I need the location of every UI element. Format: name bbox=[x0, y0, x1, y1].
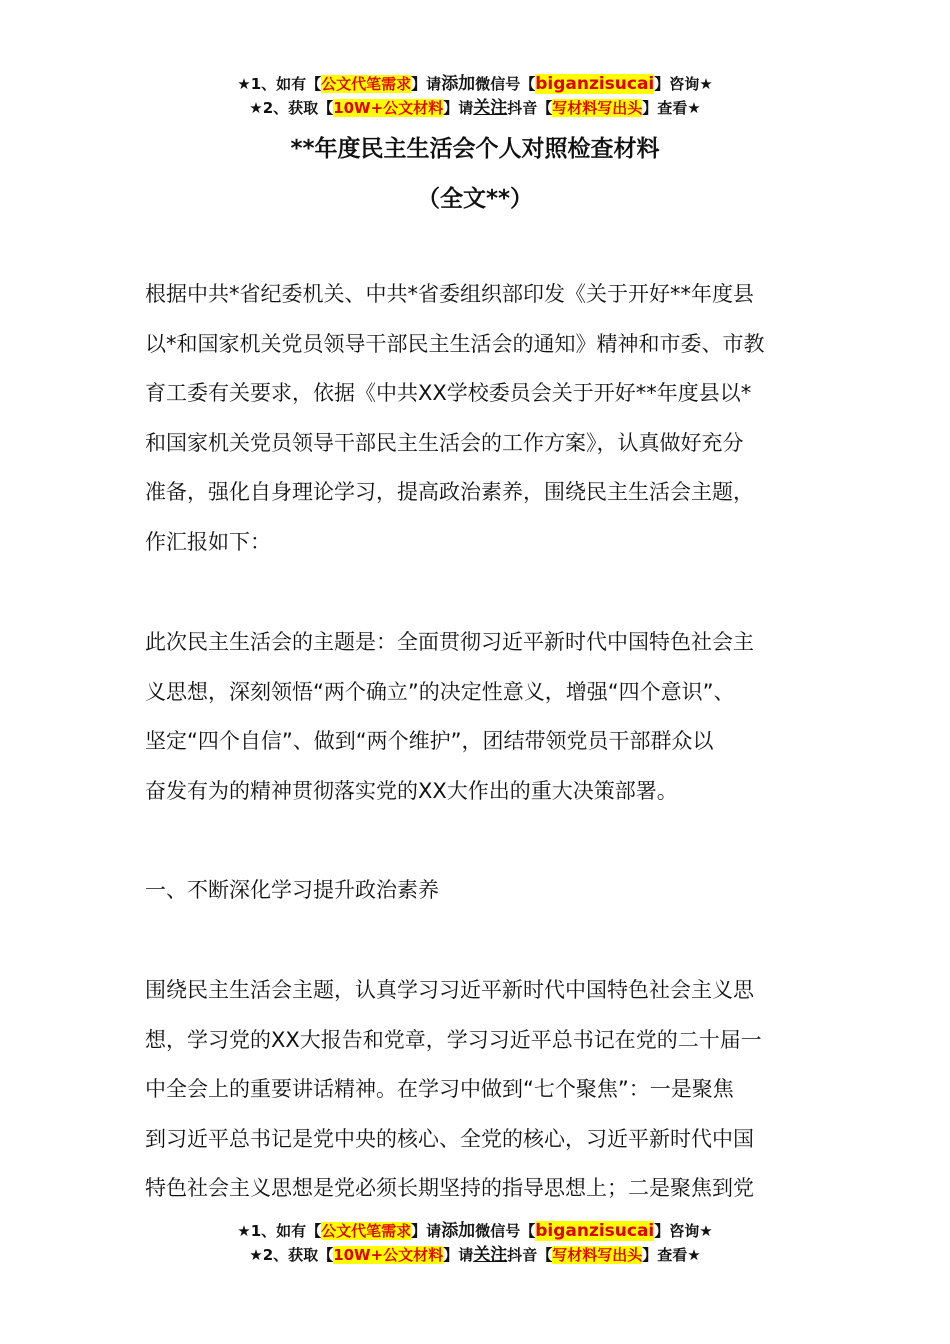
text-line: 特色社会主义思想是党必须长期坚持的指导思想上；二是聚焦到党 bbox=[145, 1176, 754, 1200]
promo-text: ★1、如有【 bbox=[237, 75, 322, 93]
text-line: 围绕民主生活会主题，认真学习习近平新时代中国特色社会主义思 bbox=[145, 978, 754, 1002]
promo-text: 抖音【 bbox=[507, 99, 553, 117]
text-line: 想，学习党的XX大报告和党章，学习习近平总书记在党的二十届一 bbox=[145, 1027, 762, 1052]
promo-text: 】请 bbox=[443, 1246, 474, 1264]
document-subtitle: （全文**） bbox=[416, 186, 534, 212]
promo-text: 】咨询★ bbox=[654, 75, 713, 93]
promo-text: 】查看★ bbox=[642, 99, 701, 117]
text-line: 和国家机关党员领导干部民主生活会的工作方案》，认真做好充分 bbox=[145, 430, 744, 455]
promo-line-1 bbox=[0, 1219, 950, 1243]
promo-text: ★2、获取【 bbox=[249, 1246, 334, 1264]
paragraph-theme bbox=[145, 618, 810, 816]
paragraph-intro bbox=[145, 270, 810, 567]
promo-text: ★1、如有【 bbox=[237, 1222, 322, 1240]
promo-text: 】请 bbox=[411, 1222, 442, 1240]
promo-emphasis: 关注 bbox=[473, 1245, 508, 1265]
promo-line-2 bbox=[0, 96, 950, 120]
douyin-name-highlight: 写材料写出头 bbox=[552, 1246, 643, 1264]
promo-banner-top bbox=[0, 72, 950, 120]
promo-highlight: 公文代笔需求 bbox=[321, 75, 412, 93]
text-line: 以*和国家机关党员领导干部民主生活会的通知》精神和市委、市教 bbox=[145, 331, 765, 356]
promo-text: 】请 bbox=[443, 99, 474, 117]
wechat-id-highlight: biganzisucai bbox=[535, 1221, 655, 1241]
promo-highlight: 10W+公文材料 bbox=[333, 99, 444, 117]
promo-emphasis: 添加 bbox=[441, 1221, 476, 1241]
text-line: 准备，强化自身理论学习，提高政治素养，围绕民主生活会主题， bbox=[145, 480, 754, 504]
section-heading bbox=[145, 866, 810, 916]
text-line: 义思想，深刻领悟“两个确立”的决定性意义，增强“四个意识”、 bbox=[145, 679, 735, 704]
text-line: 作汇报如下： bbox=[145, 529, 271, 554]
promo-banner-bottom bbox=[0, 1219, 950, 1267]
text-line: 中全会上的重要讲话精神。在学习中做到“七个聚焦”：一是聚焦 bbox=[145, 1077, 734, 1101]
promo-text: 抖音【 bbox=[507, 1246, 553, 1264]
promo-highlight: 10W+公文材料 bbox=[333, 1246, 444, 1264]
promo-text: 】请 bbox=[411, 75, 442, 93]
promo-line-2 bbox=[0, 1243, 950, 1267]
promo-line-1 bbox=[0, 72, 950, 96]
text-line: 根据中共*省纪委机关、中共*省委组织部印发《关于开好**年度县 bbox=[145, 282, 754, 306]
promo-text: 微信号【 bbox=[475, 75, 536, 93]
promo-text: 微信号【 bbox=[475, 1222, 536, 1240]
text-line: 奋发有为的精神贯彻落实党的XX大作出的重大决策部署。 bbox=[145, 778, 678, 803]
promo-text: 】查看★ bbox=[642, 1246, 701, 1264]
document-title: **年度民主生活会个人对照检查材料 bbox=[290, 136, 660, 162]
promo-highlight: 公文代笔需求 bbox=[321, 1222, 412, 1240]
text-line: 到习近平总书记是党中央的核心、全党的核心，习近平新时代中国 bbox=[145, 1126, 754, 1151]
promo-emphasis: 添加 bbox=[441, 74, 476, 94]
promo-emphasis: 关注 bbox=[473, 98, 508, 118]
promo-text: ★2、获取【 bbox=[249, 99, 334, 117]
text-line: 此次民主生活会的主题是：全面贯彻习近平新时代中国特色社会主 bbox=[145, 630, 754, 654]
text-line: 育工委有关要求，依据《中共XX学校委员会关于开好**年度县以* bbox=[145, 381, 752, 405]
paragraph-study bbox=[145, 966, 810, 1214]
heading-text: 一、不断深化学习提升政治素养 bbox=[145, 878, 439, 902]
promo-text: 】咨询★ bbox=[654, 1222, 713, 1240]
douyin-name-highlight: 写材料写出头 bbox=[552, 99, 643, 117]
text-line: 坚定“四个自信”、做到“两个维护”，团结带领党员干部群众以 bbox=[145, 729, 714, 753]
wechat-id-highlight: biganzisucai bbox=[535, 74, 655, 94]
